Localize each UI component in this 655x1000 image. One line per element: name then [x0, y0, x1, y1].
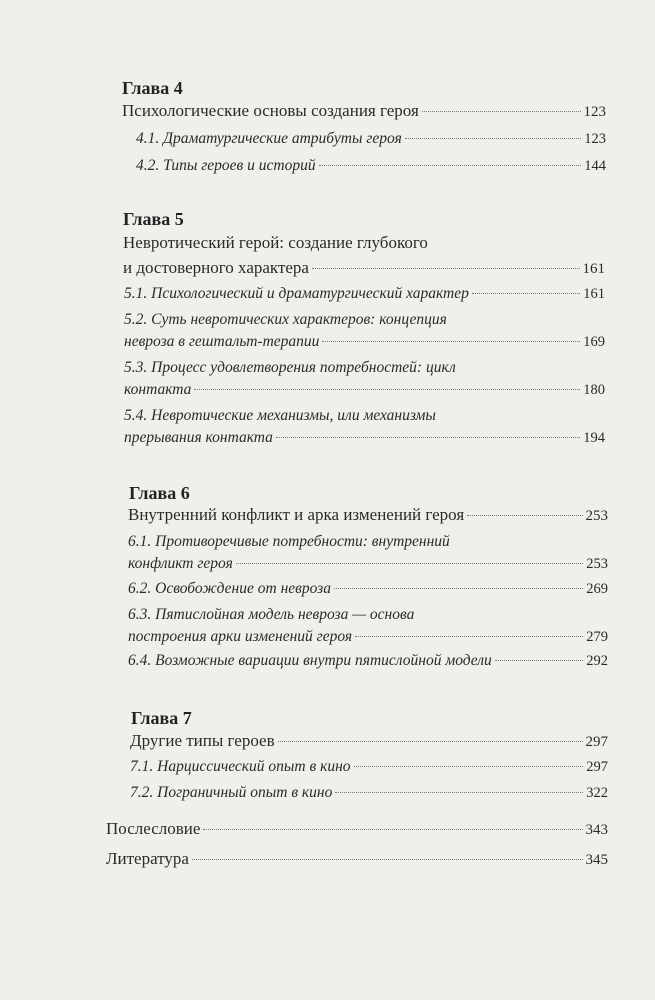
toc-entry[interactable]: [130, 730, 608, 753]
toc-page-number: 144: [584, 158, 606, 174]
toc-page-number: 322: [586, 785, 608, 801]
toc-page-number: 279: [586, 629, 608, 645]
toc-entry-text: 6.4. Возможные вариации внутри пятислойной модели: [128, 652, 492, 669]
toc-subentry[interactable]: [130, 756, 608, 778]
toc-entry-text: 6.1. Противоречивые потребности: внутренний: [128, 533, 450, 550]
toc-subentry[interactable]: [128, 650, 608, 672]
toc-entry-text: невроза в гештальт-терапии: [124, 333, 320, 350]
toc-page-number: 253: [586, 556, 608, 572]
dot-leader: [194, 389, 580, 390]
toc-subentry[interactable]: [124, 405, 605, 449]
toc-page-number: 269: [586, 581, 608, 597]
toc-page-number: 180: [583, 382, 605, 398]
toc-subentry[interactable]: [128, 531, 608, 575]
toc-entry-text: контакта: [124, 381, 192, 398]
toc-entry[interactable]: [122, 100, 606, 123]
toc-page-number: 343: [585, 822, 608, 838]
dot-leader: [203, 829, 582, 830]
dot-leader: [192, 859, 583, 860]
chapter-6-title: Глава 6: [129, 483, 190, 503]
toc-entry-text: 7.2. Пограничный опыт в кино: [130, 784, 333, 801]
toc-subentry[interactable]: [128, 578, 608, 600]
toc-entry-text: конфликт героя: [128, 555, 233, 572]
toc-entry-text: 5.1. Психологический и драматургический характер: [124, 285, 469, 302]
toc-page-number: 253: [585, 508, 608, 524]
toc-subentry[interactable]: [136, 128, 606, 150]
toc-entry-text: Психологические основы создания героя: [122, 101, 419, 120]
toc-entry-text: 7.1. Нарциссический опыт в кино: [130, 758, 351, 775]
toc-entry-text: Невротический герой: создание глубокого: [123, 233, 428, 252]
chapter-5-title: Глава 5: [123, 209, 184, 229]
toc-subentry[interactable]: [130, 782, 608, 804]
toc-page-number: 194: [583, 430, 605, 446]
toc-entry-text: построения арки изменений героя: [128, 628, 353, 645]
toc-page-number: 297: [586, 759, 608, 775]
dot-leader: [278, 741, 583, 742]
toc-entry-text: Внутренний конфликт и арка изменений героя: [128, 505, 465, 524]
dot-leader: [334, 588, 583, 589]
toc-subentry[interactable]: [128, 604, 608, 648]
toc-subentry[interactable]: [136, 155, 606, 177]
toc-entry[interactable]: [123, 232, 605, 280]
toc-entry-text: Литература: [106, 849, 189, 868]
toc-page-number: 345: [585, 852, 608, 868]
dot-leader: [322, 341, 580, 342]
toc-entry-afterword[interactable]: [106, 818, 608, 841]
chapter-7-title: Глава 7: [131, 708, 192, 728]
toc-entry-text: Другие типы героев: [130, 731, 275, 750]
chapter-4-title: Глава 4: [122, 78, 183, 98]
toc-page-number: 297: [585, 734, 608, 750]
dot-leader: [354, 766, 584, 767]
toc-page-number: 123: [584, 131, 606, 147]
dot-leader: [319, 165, 582, 166]
dot-leader: [355, 636, 583, 637]
toc-entry-text: и достоверного характера: [123, 258, 309, 277]
toc-entry-text: Послесловие: [106, 819, 201, 838]
toc-page-number: 161: [582, 261, 605, 277]
toc-page-number: 169: [583, 334, 605, 350]
dot-leader: [276, 437, 580, 438]
toc-entry-text: прерывания контакта: [124, 429, 273, 446]
toc-entry-text: 5.3. Процесс удовлетворения потребностей: цикл: [124, 359, 456, 376]
toc-page-number: 161: [583, 286, 605, 302]
toc-subentry[interactable]: [124, 357, 605, 401]
toc-entry-text: 4.1. Драматургические атрибуты героя: [136, 130, 402, 147]
dot-leader: [405, 138, 581, 139]
toc-entry-text: 5.4. Невротические механизмы, или механизмы: [124, 407, 436, 424]
toc-entry-text: 4.2. Типы героев и историй: [136, 157, 316, 174]
dot-leader: [312, 268, 580, 269]
toc-entry[interactable]: [128, 504, 608, 527]
dot-leader: [472, 293, 580, 294]
toc-page-number: 292: [586, 653, 608, 669]
toc-entry-text: 6.2. Освобождение от невроза: [128, 580, 331, 597]
toc-entry-text: 6.3. Пятислойная модель невроза — основа: [128, 606, 415, 623]
toc-subentry[interactable]: [124, 309, 605, 353]
dot-leader: [495, 660, 583, 661]
dot-leader: [236, 563, 583, 564]
dot-leader: [422, 111, 581, 112]
toc-page-number: 123: [583, 104, 606, 120]
toc-entry-literature[interactable]: [106, 848, 608, 871]
toc-entry-text: 5.2. Суть невротических характеров: концепция: [124, 311, 447, 328]
dot-leader: [467, 515, 582, 516]
dot-leader: [335, 792, 583, 793]
toc-subentry[interactable]: [124, 283, 605, 305]
